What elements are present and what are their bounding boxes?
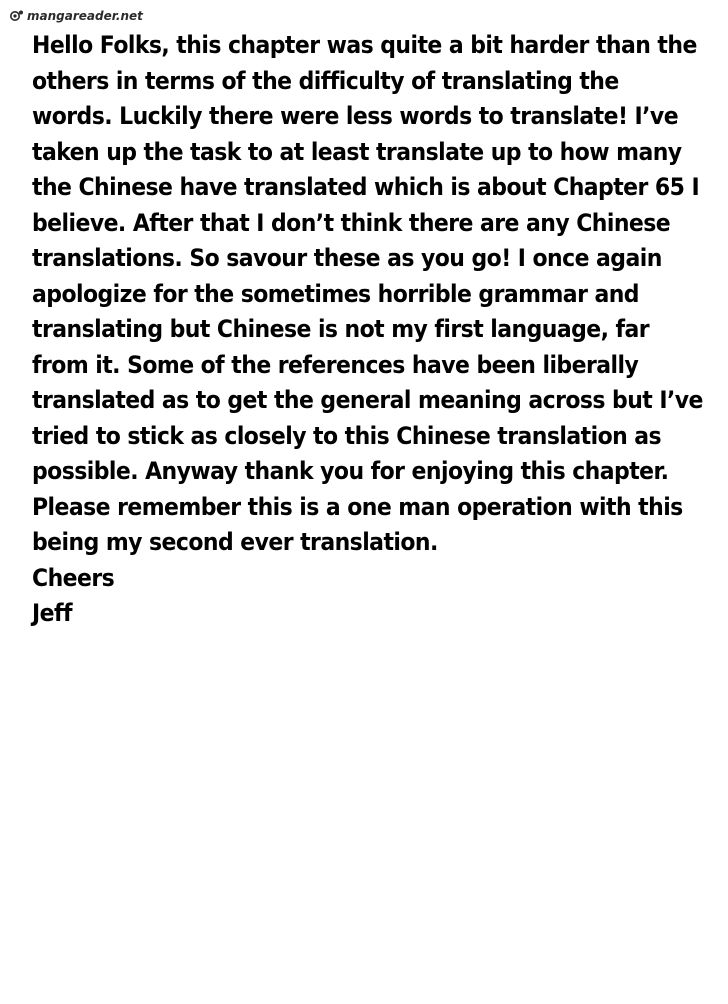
note-line: words. Luckily there were less words to translate! I’ve <box>32 102 679 130</box>
note-line: translating but Chinese is not my first language, far <box>32 315 650 343</box>
note-line: tried to stick as closely to this Chinese translation as <box>32 421 662 450</box>
note-line: believe. After that I don’t think there are any Chinese <box>32 208 671 237</box>
note-signature: Jeff <box>32 599 72 627</box>
watermark-logo-icon <box>10 9 24 23</box>
translator-note <box>32 28 712 632</box>
note-line: the Chinese have translated which is about Chapter 65 I <box>32 173 700 201</box>
note-line: taken up the task to at least translate up to how many <box>32 137 682 166</box>
note-line: Hello Folks, this chapter was quite a bit harder than the <box>32 31 697 59</box>
note-line: from it. Some of the references have been liberally <box>32 350 639 379</box>
site-watermark <box>10 6 143 26</box>
note-closing: Cheers <box>32 563 115 592</box>
note-line: apologize for the sometimes horrible grammar and <box>32 279 639 308</box>
note-line: translated as to get the general meaning across but I’ve <box>32 386 703 414</box>
watermark-text: mangareader.net <box>27 9 143 23</box>
note-line: being my second ever translation. <box>32 528 438 556</box>
note-line: translations. So savour these as you go! I once again <box>32 244 662 272</box>
note-line: possible. Anyway thank you for enjoying this chapter. <box>32 457 669 485</box>
note-line: Please remember this is a one man operation with this <box>32 492 683 521</box>
note-line: others in terms of the difficulty of translating the <box>32 66 619 95</box>
